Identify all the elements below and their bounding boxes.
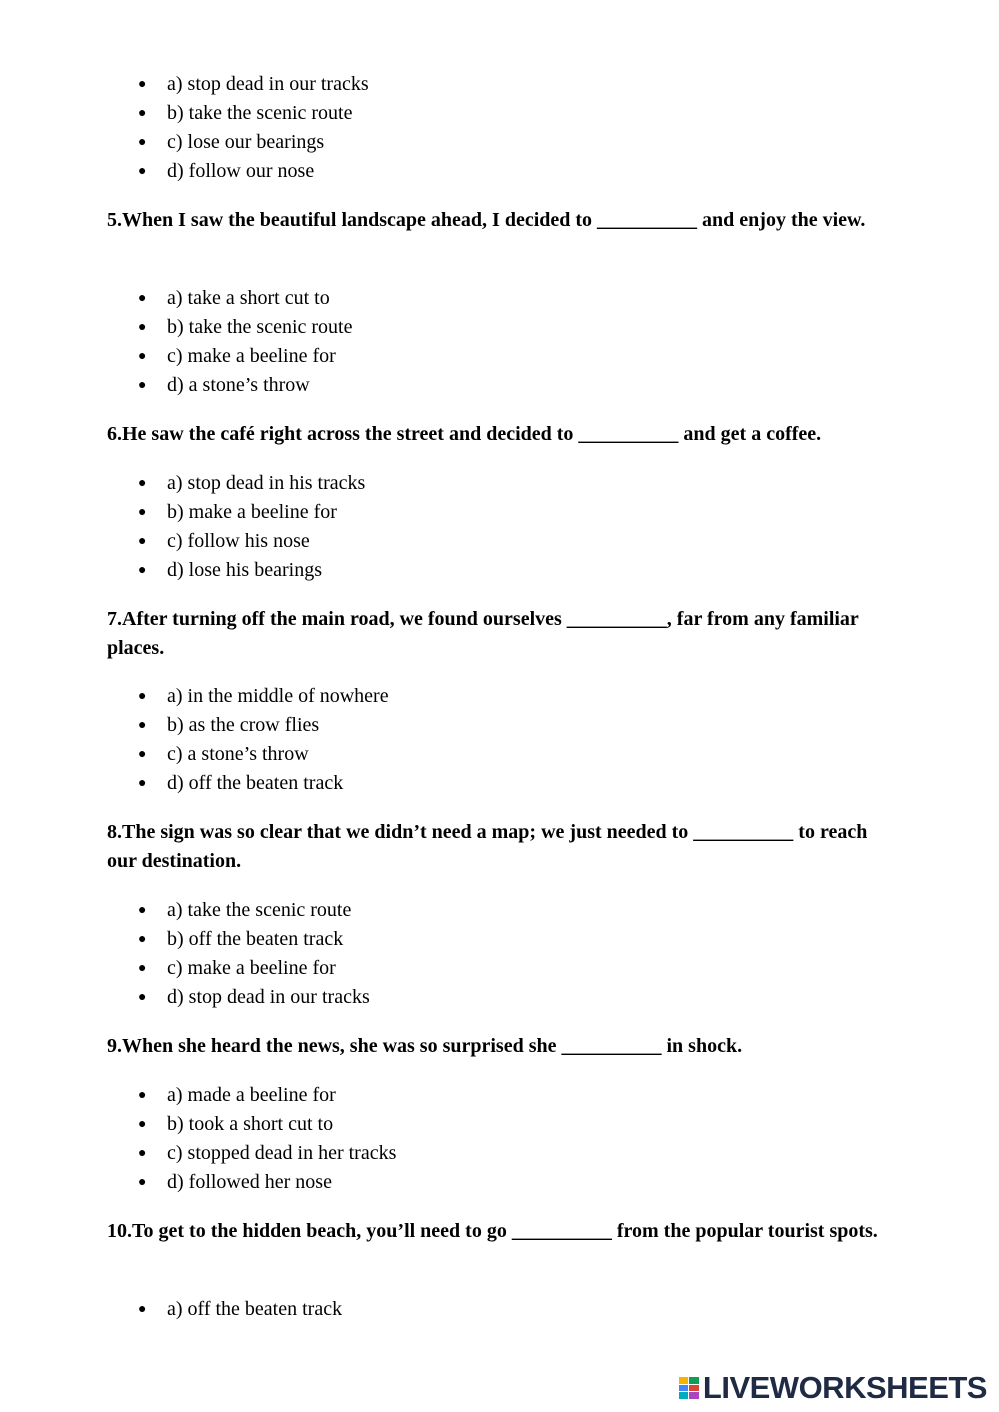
bullet-icon: ● <box>138 1117 147 1132</box>
logo-mark-square <box>679 1377 689 1384</box>
logo-mark-square <box>679 1385 689 1392</box>
bullet-icon: ● <box>138 378 147 393</box>
options-list-4 <box>0 70 369 186</box>
bullet-icon: ● <box>138 990 147 1005</box>
question-8: 8.The sign was so clear that we didn’t need a map; we just needed to __________ to reach our destination. <box>107 821 868 872</box>
bullet-icon: ● <box>138 776 147 791</box>
option-item: ● b) off the beaten track <box>0 925 370 954</box>
bullet-icon: ● <box>138 961 147 976</box>
logo-mark-square <box>689 1377 699 1384</box>
question-6: 6.He saw the café right across the street and decided to __________ and get a coffee. <box>107 423 822 445</box>
option-item: ● d) stop dead in our tracks <box>0 983 370 1012</box>
bullet-icon: ● <box>138 320 147 335</box>
option-item: ● c) a stone’s throw <box>0 740 389 769</box>
option-item: ● c) lose our bearings <box>0 128 369 157</box>
question-9: 9.When she heard the news, she was so surprised she __________ in shock. <box>107 1035 743 1057</box>
bullet-icon: ● <box>138 1302 147 1317</box>
option-item: ● c) make a beeline for <box>0 954 370 983</box>
option-item: ● c) stopped dead in her tracks <box>0 1139 396 1168</box>
option-item: ● a) take the scenic route <box>0 896 370 925</box>
logo-mark-square <box>679 1392 689 1399</box>
bullet-icon: ● <box>138 106 147 121</box>
option-item: ● b) take the scenic route <box>0 99 369 128</box>
option-item: ● d) a stone’s throw <box>0 371 352 400</box>
option-item: ● a) off the beaten track <box>0 1295 342 1324</box>
options-list-10 <box>0 1295 342 1324</box>
liveworksheets-logo <box>679 1370 987 1406</box>
bullet-icon: ● <box>138 1146 147 1161</box>
option-item: ● a) stop dead in his tracks <box>0 469 365 498</box>
bullet-icon: ● <box>138 1088 147 1103</box>
bullet-icon: ● <box>138 932 147 947</box>
bullet-icon: ● <box>138 747 147 762</box>
logo-text: LIVEWORKSHEETS <box>702 1370 987 1405</box>
bullet-icon: ● <box>138 164 147 179</box>
option-item: ● a) stop dead in our tracks <box>0 70 369 99</box>
options-list-6 <box>0 469 365 585</box>
bullet-icon: ● <box>138 1175 147 1190</box>
option-item: ● a) take a short cut to <box>0 284 352 313</box>
logo-mark-icon <box>679 1377 699 1399</box>
option-item: ● b) took a short cut to <box>0 1110 396 1139</box>
question-10: 10.To get to the hidden beach, you’ll need to go __________ from the popular tourist spots. <box>107 1220 878 1242</box>
options-list-9 <box>0 1081 396 1197</box>
option-item: ● a) made a beeline for <box>0 1081 396 1110</box>
option-item: ● d) follow our nose <box>0 157 369 186</box>
question-7: 7.After turning off the main road, we found ourselves __________, far from any familiar places. <box>107 608 859 659</box>
options-list-8 <box>0 896 370 1012</box>
option-item: ● b) take the scenic route <box>0 313 352 342</box>
option-item: ● b) make a beeline for <box>0 498 365 527</box>
bullet-icon: ● <box>138 534 147 549</box>
options-list-7 <box>0 682 389 798</box>
bullet-icon: ● <box>138 476 147 491</box>
option-item: ● b) as the crow flies <box>0 711 389 740</box>
option-item: ● a) in the middle of nowhere <box>0 682 389 711</box>
option-item: ● d) followed her nose <box>0 1168 396 1197</box>
bullet-icon: ● <box>138 903 147 918</box>
bullet-icon: ● <box>138 563 147 578</box>
option-item: ● c) follow his nose <box>0 527 365 556</box>
bullet-icon: ● <box>138 718 147 733</box>
logo-mark-square <box>689 1385 699 1392</box>
options-list-5 <box>0 284 352 400</box>
logo-mark-square <box>689 1392 699 1399</box>
question-5: 5.When I saw the beautiful landscape ahead, I decided to __________ and enjoy the view. <box>107 209 866 231</box>
option-item: ● c) make a beeline for <box>0 342 352 371</box>
bullet-icon: ● <box>138 77 147 92</box>
option-item: ● d) off the beaten track <box>0 769 389 798</box>
bullet-icon: ● <box>138 505 147 520</box>
bullet-icon: ● <box>138 135 147 150</box>
bullet-icon: ● <box>138 291 147 306</box>
bullet-icon: ● <box>138 349 147 364</box>
bullet-icon: ● <box>138 689 147 704</box>
option-item: ● d) lose his bearings <box>0 556 365 585</box>
